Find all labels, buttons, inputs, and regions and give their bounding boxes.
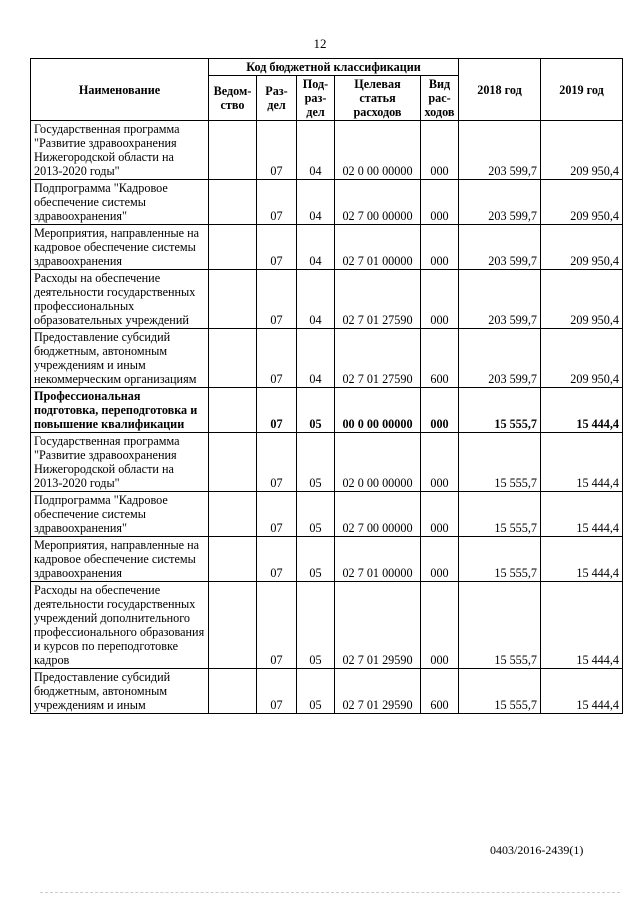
- row-name: Подпрограмма "Кадровое обеспечение системы здравоохранения": [31, 180, 209, 225]
- row-podrazdel: 04: [297, 225, 335, 270]
- row-celevaya-statya: 02 7 01 27590: [335, 329, 421, 388]
- row-razdel: 07: [257, 225, 297, 270]
- row-value-2018: 203 599,7: [459, 121, 541, 180]
- row-podrazdel: 05: [297, 582, 335, 669]
- row-razdel: 07: [257, 329, 297, 388]
- table-row: [31, 582, 623, 669]
- table-body: [31, 121, 623, 714]
- row-podrazdel: 05: [297, 669, 335, 714]
- row-value-2018: 15 555,7: [459, 388, 541, 433]
- row-celevaya-statya: 02 0 00 00000: [335, 433, 421, 492]
- row-value-2019: 209 950,4: [541, 225, 623, 270]
- row-vid-rashodov: 000: [421, 225, 459, 270]
- row-celevaya-statya: 02 0 00 00000: [335, 121, 421, 180]
- row-value-2018: 15 555,7: [459, 537, 541, 582]
- row-podrazdel: 05: [297, 537, 335, 582]
- table-row: [31, 121, 623, 180]
- row-vid-rashodov: 600: [421, 669, 459, 714]
- row-celevaya-statya: 02 7 01 00000: [335, 225, 421, 270]
- header-2018: 2018 год: [459, 59, 541, 121]
- row-razdel: 07: [257, 388, 297, 433]
- row-value-2019: 15 444,4: [541, 433, 623, 492]
- row-vedomstvo: [209, 537, 257, 582]
- row-name: Расходы на обеспечение деятельности государственных профессиональных образовательных учреждений: [31, 270, 209, 329]
- row-vedomstvo: [209, 121, 257, 180]
- scan-artifact-line: [40, 892, 620, 894]
- table-row: [31, 388, 623, 433]
- table-row: [31, 537, 623, 582]
- row-vid-rashodov: 000: [421, 180, 459, 225]
- row-name: Предоставление субсидий бюджетным, автономным учреждениям и иным некоммерческим организациям: [31, 329, 209, 388]
- row-value-2019: 15 444,4: [541, 388, 623, 433]
- row-value-2019: 209 950,4: [541, 121, 623, 180]
- row-celevaya-statya: 00 0 00 00000: [335, 388, 421, 433]
- budget-table: [30, 58, 623, 714]
- row-value-2018: 15 555,7: [459, 433, 541, 492]
- row-vid-rashodov: 000: [421, 270, 459, 329]
- row-celevaya-statya: 02 7 01 00000: [335, 537, 421, 582]
- row-vid-rashodov: 000: [421, 582, 459, 669]
- row-podrazdel: 04: [297, 329, 335, 388]
- row-value-2019: 15 444,4: [541, 492, 623, 537]
- row-vedomstvo: [209, 492, 257, 537]
- row-name: Мероприятия, направленные на кадровое обеспечение системы здравоохранения: [31, 537, 209, 582]
- row-vedomstvo: [209, 329, 257, 388]
- row-celevaya-statya: 02 7 01 29590: [335, 669, 421, 714]
- table-row: [31, 492, 623, 537]
- header-razdel: Раз-дел: [257, 76, 297, 121]
- row-value-2019: 15 444,4: [541, 669, 623, 714]
- row-vedomstvo: [209, 388, 257, 433]
- row-razdel: 07: [257, 582, 297, 669]
- header-name: Наименование: [31, 59, 209, 121]
- row-value-2018: 15 555,7: [459, 582, 541, 669]
- row-name: Профессиональная подготовка, переподготовка и повышение квалификации: [31, 388, 209, 433]
- row-vedomstvo: [209, 225, 257, 270]
- row-vid-rashodov: 000: [421, 492, 459, 537]
- row-podrazdel: 04: [297, 270, 335, 329]
- row-name: Государственная программа "Развитие здравоохранения Нижегородской области на 2013-2020 годы": [31, 433, 209, 492]
- row-podrazdel: 04: [297, 121, 335, 180]
- row-name: Подпрограмма "Кадровое обеспечение системы здравоохранения": [31, 492, 209, 537]
- row-vedomstvo: [209, 582, 257, 669]
- page-number: 12: [313, 36, 327, 51]
- row-value-2018: 15 555,7: [459, 669, 541, 714]
- row-razdel: 07: [257, 669, 297, 714]
- row-vedomstvo: [209, 270, 257, 329]
- row-value-2019: 15 444,4: [541, 537, 623, 582]
- table-row: [31, 669, 623, 714]
- row-celevaya-statya: 02 7 01 27590: [335, 270, 421, 329]
- row-name: Государственная программа "Развитие здравоохранения Нижегородской области на 2013-2020 годы": [31, 121, 209, 180]
- row-value-2018: 203 599,7: [459, 180, 541, 225]
- row-value-2019: 209 950,4: [541, 180, 623, 225]
- row-podrazdel: 04: [297, 180, 335, 225]
- row-name: Расходы на обеспечение деятельности государственных учреждений дополнительного профессионального образования и курсов по переподготовке кадров: [31, 582, 209, 669]
- table-row: [31, 225, 623, 270]
- row-razdel: 07: [257, 270, 297, 329]
- row-razdel: 07: [257, 121, 297, 180]
- row-podrazdel: 05: [297, 388, 335, 433]
- header-code-group: Код бюджетной классификации: [209, 59, 459, 76]
- document-code: 0403/2016-2439(1): [490, 843, 584, 857]
- row-celevaya-statya: 02 7 00 00000: [335, 180, 421, 225]
- row-podrazdel: 05: [297, 433, 335, 492]
- table-row: [31, 180, 623, 225]
- row-name: Мероприятия, направленные на кадровое обеспечение системы здравоохранения: [31, 225, 209, 270]
- row-vedomstvo: [209, 433, 257, 492]
- row-value-2019: 209 950,4: [541, 270, 623, 329]
- row-vedomstvo: [209, 669, 257, 714]
- table-row: [31, 270, 623, 329]
- row-celevaya-statya: 02 7 01 29590: [335, 582, 421, 669]
- row-value-2018: 203 599,7: [459, 329, 541, 388]
- header-vid: Вид рас-ходов: [421, 76, 459, 121]
- table-row: [31, 433, 623, 492]
- row-celevaya-statya: 02 7 00 00000: [335, 492, 421, 537]
- row-value-2019: 15 444,4: [541, 582, 623, 669]
- row-razdel: 07: [257, 492, 297, 537]
- row-podrazdel: 05: [297, 492, 335, 537]
- row-vid-rashodov: 000: [421, 537, 459, 582]
- table-row: [31, 329, 623, 388]
- row-vid-rashodov: 000: [421, 121, 459, 180]
- row-vid-rashodov: 600: [421, 329, 459, 388]
- row-value-2019: 209 950,4: [541, 329, 623, 388]
- row-razdel: 07: [257, 180, 297, 225]
- row-vid-rashodov: 000: [421, 388, 459, 433]
- row-vid-rashodov: 000: [421, 433, 459, 492]
- row-razdel: 07: [257, 537, 297, 582]
- row-vedomstvo: [209, 180, 257, 225]
- header-podrazdel: Под-раз-дел: [297, 76, 335, 121]
- header-vedomstvo: Ведом-ство: [209, 76, 257, 121]
- row-razdel: 07: [257, 433, 297, 492]
- header-2019: 2019 год: [541, 59, 623, 121]
- row-value-2018: 203 599,7: [459, 225, 541, 270]
- row-value-2018: 15 555,7: [459, 492, 541, 537]
- header-celevaya: Целевая статья расходов: [335, 76, 421, 121]
- row-name: Предоставление субсидий бюджетным, автономным учреждениям и иным: [31, 669, 209, 714]
- row-value-2018: 203 599,7: [459, 270, 541, 329]
